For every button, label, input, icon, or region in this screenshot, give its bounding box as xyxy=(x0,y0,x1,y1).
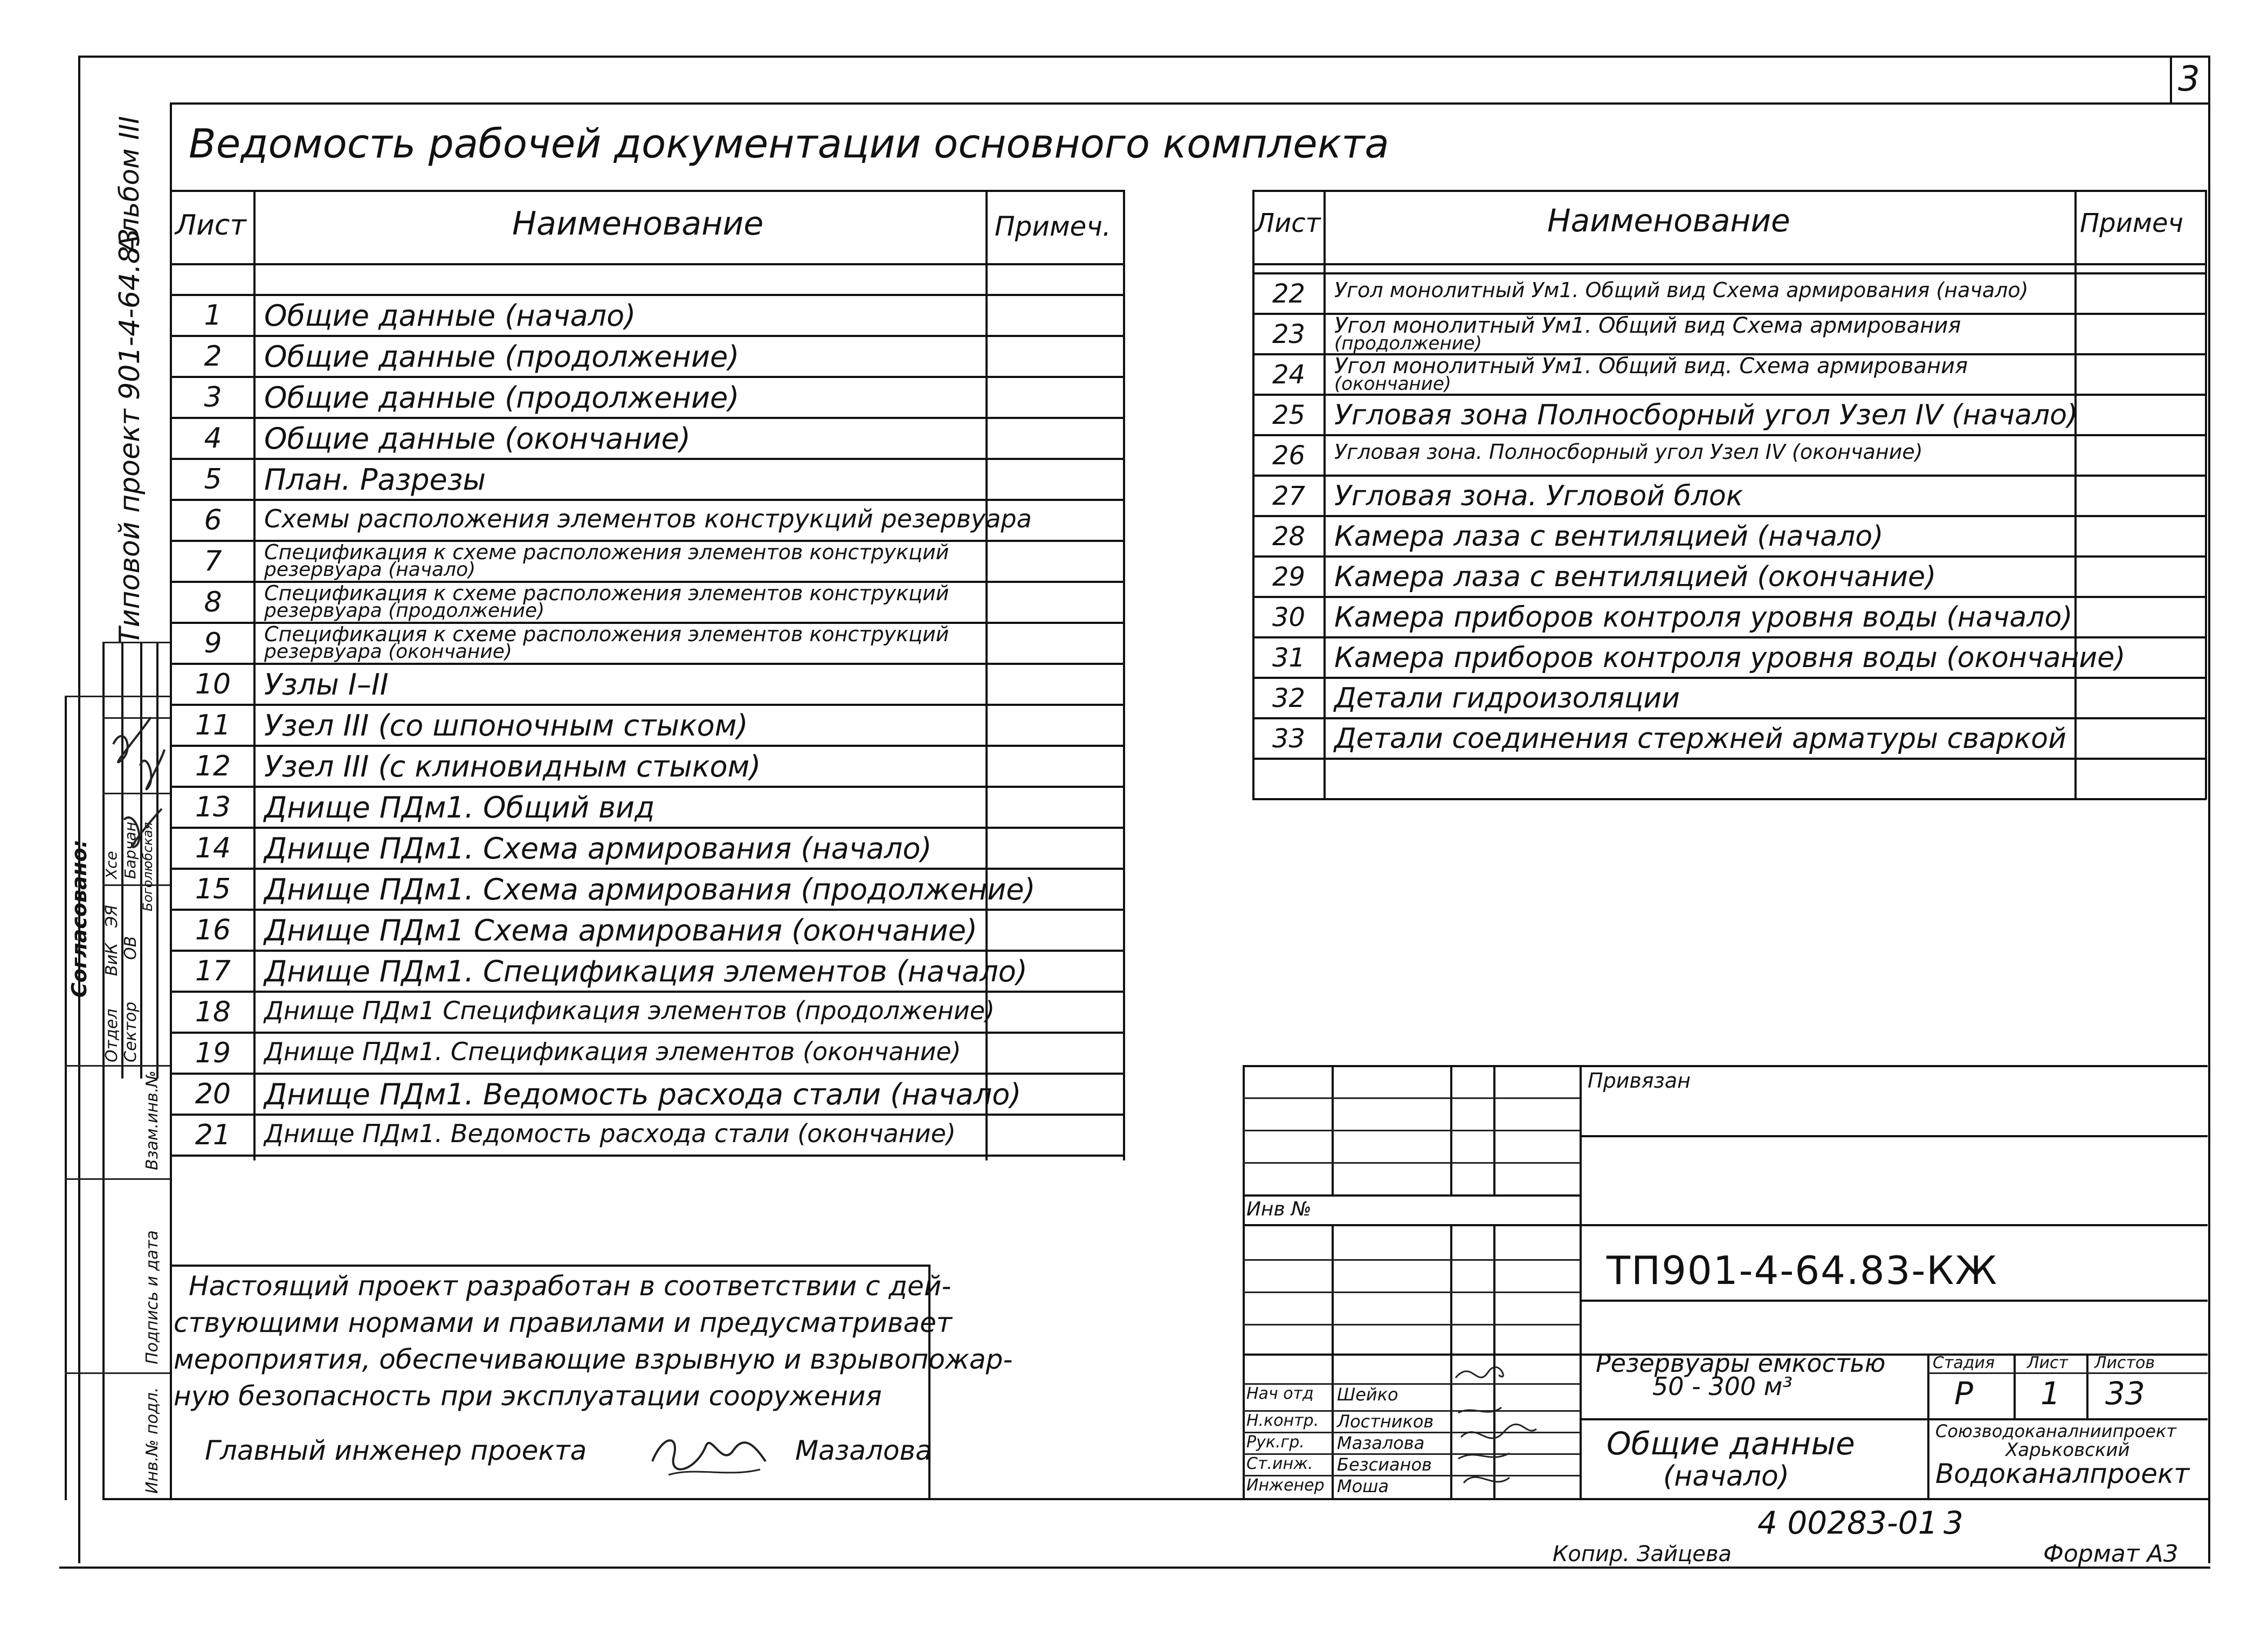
inner-frame-bottom xyxy=(102,1498,2209,1500)
tb-privyazan: Привязан xyxy=(1588,1069,1691,1093)
tb-object-line2: 50 - 300 м³ xyxy=(1652,1372,1793,1401)
staff-name: Безсианов xyxy=(1337,1454,1432,1475)
chief-engineer-signature xyxy=(647,1424,771,1483)
stamp-signatures xyxy=(102,701,170,884)
row-text: Узел III (со шпоночным стыком) xyxy=(264,709,748,743)
stamp-line xyxy=(102,884,170,886)
staff-signatures xyxy=(1450,1356,1580,1496)
table-row-line xyxy=(170,499,1124,501)
row-number: 28 xyxy=(1272,521,1306,552)
right-header-sheet: Лист xyxy=(1255,208,1321,238)
row-number: 22 xyxy=(1272,279,1306,309)
table-row-line xyxy=(170,827,1124,829)
row-text: Днище ПДм1. Ведомость расхода стали (окончание) xyxy=(264,1119,956,1148)
note-line-2: ствующими нормами и правилами и предусматривает xyxy=(174,1307,953,1338)
row-text-cont: (окончание) xyxy=(1334,373,1452,395)
tb-sheet-label: Лист xyxy=(2027,1354,2069,1372)
row-text: Детали соединения стержней арматуры сваркой xyxy=(1334,723,2066,755)
row-text-cont: резервуара (начало) xyxy=(264,559,476,581)
row-number: 3 xyxy=(204,381,222,414)
note-line-4: ную безопасность при эксплуатации сооружения xyxy=(174,1380,882,1412)
left-header-sheet: Лист xyxy=(175,209,246,242)
row-text: Узел III (с клиновидным стыком) xyxy=(264,750,761,784)
row-number: 18 xyxy=(195,996,231,1028)
row-number: 19 xyxy=(195,1037,231,1069)
tb-object-line1: Резервуары емкостью xyxy=(1596,1349,1886,1378)
row-text-cont: (продолжение) xyxy=(1334,333,1482,354)
tb-sheets-label: Листов xyxy=(2094,1354,2155,1372)
row-number: 2 xyxy=(204,340,222,373)
note-line-1: Настоящий проект разработан в соответствии с дей- xyxy=(189,1270,952,1302)
row-text: Детали гидроизоляции xyxy=(1334,682,1680,715)
row-number: 33 xyxy=(1272,724,1306,754)
table-row-line xyxy=(170,991,1124,993)
row-text: Днище ПДм1 Схема армирования (окончание) xyxy=(264,913,977,947)
stamp-bogolyubskaya: Боголюбская xyxy=(140,822,155,911)
row-number: 7 xyxy=(204,545,222,578)
row-number: 31 xyxy=(1272,643,1306,673)
bottom-doc-no: 4 00283-01 xyxy=(1757,1505,1938,1541)
row-text: Днище ПДм1. Схема армирования (начало) xyxy=(264,832,932,865)
row-text: Днище ПДм1. Спецификация элементов (окончание) xyxy=(264,1037,961,1066)
row-text: Схемы расположения элементов конструкций резервуара xyxy=(264,504,1032,533)
row-number: 4 xyxy=(204,422,222,455)
row-text: Угловая зона Полносборный угол Узел IV (начало) xyxy=(1334,399,2078,431)
frame-top xyxy=(78,56,2210,58)
stamp-vik: ВиК xyxy=(102,943,121,976)
table-row-line xyxy=(170,294,1124,296)
stamp-hse: Хсе xyxy=(102,851,120,879)
chief-engineer-label: Главный инженер проекта xyxy=(205,1435,587,1466)
tb-sheet-title-1: Общие данные xyxy=(1607,1425,1855,1462)
table-row-line xyxy=(170,950,1124,952)
row-text-cont: резервуара (продолжение) xyxy=(264,600,545,622)
row-text: Угол монолитный Ум1. Общий вид Схема армирования xyxy=(1334,313,1961,338)
row-number: 5 xyxy=(204,463,222,496)
inner-frame-left xyxy=(170,102,172,1499)
row-number: 24 xyxy=(1272,360,1306,390)
staff-role: Н.контр. xyxy=(1246,1411,1319,1430)
row-text: Камера лаза с вентиляцией (окончание) xyxy=(1334,561,1936,593)
table-row-line xyxy=(1252,272,2207,274)
staff-name: Мазалова xyxy=(1337,1433,1425,1453)
staff-name: Моша xyxy=(1337,1476,1389,1496)
staff-role: Инженер xyxy=(1246,1476,1325,1495)
staff-role: Нач отд xyxy=(1246,1384,1314,1403)
chief-engineer-name: Мазалова xyxy=(795,1435,932,1466)
stamp-line xyxy=(65,1372,170,1374)
row-text: Днище ПДм1 Спецификация элементов (продолжение) xyxy=(264,996,995,1025)
tb-org-3: Водоканалпроект xyxy=(1935,1458,2190,1489)
table-row-line xyxy=(170,335,1124,337)
main-title: Ведомость рабочей документации основного комплекта xyxy=(189,121,1389,167)
table-row-line xyxy=(170,1155,1124,1157)
staff-name: Шейко xyxy=(1337,1384,1398,1405)
stamp-barchan: Барчан xyxy=(121,821,139,879)
right-header-note: Примеч xyxy=(2080,208,2183,238)
staff-role: Ст.инж. xyxy=(1246,1454,1313,1473)
row-number: 8 xyxy=(204,586,222,619)
tb-sheets: 33 xyxy=(2105,1375,2145,1412)
page-number-box-left xyxy=(2170,56,2172,102)
table-row-line xyxy=(170,417,1124,419)
row-number: 6 xyxy=(204,504,222,537)
row-text: Камера лаза с вентиляцией (начало) xyxy=(1334,520,1884,553)
stamp-vzam: Взам.инв.№ xyxy=(143,1070,162,1170)
tb-code: ТП901-4-64.83-КЖ xyxy=(1607,1248,1998,1293)
stamp-otdel: Отдел xyxy=(102,1008,121,1062)
row-text: Угловая зона. Полносборный угол Узел IV (окончание) xyxy=(1334,440,1923,464)
stamp-podpis: Подпись и дата xyxy=(143,1230,162,1364)
row-text: Спецификация к схеме расположения элементов конструкций xyxy=(264,540,949,564)
row-number: 12 xyxy=(195,750,231,782)
table-row-line xyxy=(170,786,1124,788)
stamp-sektor: Сектор xyxy=(121,1001,140,1062)
frame-bottom xyxy=(59,1567,2210,1569)
stamp-line xyxy=(65,696,170,697)
stamp-line xyxy=(65,1178,170,1180)
row-text: Угловая зона. Угловой блок xyxy=(1334,480,1743,512)
note-line-3: мероприятия, обеспечивающие взрывную и взрывопожар- xyxy=(174,1344,1013,1375)
row-text: Угол монолитный Ум1. Общий вид Схема армирования (начало) xyxy=(1334,278,2029,302)
bottom-copied: Копир. Зайцева xyxy=(1553,1542,1732,1567)
row-number: 27 xyxy=(1272,481,1306,511)
row-text: Угол монолитный Ум1. Общий вид. Схема армирования xyxy=(1334,354,1968,379)
row-text: Узлы I–II xyxy=(264,668,389,702)
row-text: Спецификация к схеме расположения элементов конструкций xyxy=(264,622,949,646)
row-number: 13 xyxy=(195,791,231,823)
row-text: Днище ПДм1. Ведомость расхода стали (начало) xyxy=(264,1077,1022,1111)
row-text: Днище ПДм1. Спецификация элементов (начало) xyxy=(264,954,1028,988)
row-number: 11 xyxy=(195,709,231,741)
table-row-line xyxy=(1252,758,2207,760)
table-row-line xyxy=(1252,677,2207,679)
row-number: 29 xyxy=(1272,562,1306,592)
row-text: Днище ПДм1. Общий вид xyxy=(264,791,655,825)
row-text: План. Разрезы xyxy=(264,463,486,497)
row-number: 9 xyxy=(204,627,222,660)
tb-stage: Р xyxy=(1954,1375,1973,1412)
row-number: 15 xyxy=(195,873,231,905)
stamp-line xyxy=(65,1065,170,1067)
staff-name: Лостников xyxy=(1337,1411,1434,1432)
left-header-note: Примеч. xyxy=(995,211,1111,242)
row-text: Общие данные (продолжение) xyxy=(264,381,740,415)
staff-role: Рук.гр. xyxy=(1246,1433,1305,1452)
tb-sheet: 1 xyxy=(2040,1375,2060,1412)
row-text-cont: резервуара (окончание) xyxy=(264,641,512,663)
left-header-name: Наименование xyxy=(512,205,764,243)
stamp-line xyxy=(102,642,170,643)
tb-inv-no: Инв № xyxy=(1246,1198,1312,1220)
row-number: 1 xyxy=(204,299,222,332)
stamp-ov: ОВ xyxy=(121,936,140,960)
row-number: 20 xyxy=(195,1078,231,1110)
table-row-line xyxy=(1252,434,2207,436)
row-number: 30 xyxy=(1272,602,1306,633)
row-number: 26 xyxy=(1272,441,1306,471)
table-row-line xyxy=(170,1032,1124,1034)
row-text: Камера приборов контроля уровня воды (окончание) xyxy=(1334,642,2126,674)
table-row-line xyxy=(170,868,1124,870)
table-row-line xyxy=(1252,636,2207,638)
right-table-bottom xyxy=(1252,798,2207,800)
table-row-line xyxy=(170,704,1124,706)
row-number: 21 xyxy=(195,1119,231,1151)
row-number: 14 xyxy=(195,832,231,864)
row-text: Спецификация к схеме расположения элементов конструкций xyxy=(264,581,949,605)
stamp-soglasovano: Согласовано: xyxy=(67,839,91,998)
tb-org-1: Союзводоканалниипроект xyxy=(1935,1421,2176,1441)
tb-stage-label: Стадия xyxy=(1933,1354,1995,1372)
row-number: 16 xyxy=(195,914,231,946)
table-row-line xyxy=(170,663,1124,665)
note-box-top xyxy=(170,1265,930,1267)
table-row-line xyxy=(1252,555,2207,558)
table-row-line xyxy=(170,458,1124,460)
stamp-eya: ЭЯ xyxy=(102,905,121,928)
page-number: 3 xyxy=(2178,59,2200,99)
table-row-line xyxy=(170,1114,1124,1116)
row-number: 25 xyxy=(1272,400,1306,430)
album-label: Альбом III xyxy=(114,116,145,253)
row-text: Общие данные (продолжение) xyxy=(264,340,740,374)
tb-sheet-title-2: (начало) xyxy=(1663,1460,1790,1493)
row-text: Камера приборов контроля уровня воды (начало) xyxy=(1334,601,2073,634)
table-row-line xyxy=(170,376,1124,378)
table-row-line xyxy=(1252,515,2207,517)
row-text: Общие данные (окончание) xyxy=(264,422,691,456)
row-text: Общие данные (начало) xyxy=(264,299,636,333)
tb-org-2: Харьковский xyxy=(2005,1439,2130,1461)
stamp-line xyxy=(65,696,67,1500)
frame-left xyxy=(78,56,80,1563)
frame-right xyxy=(2208,56,2210,1563)
bottom-format: Формат А3 xyxy=(2043,1540,2179,1568)
row-number: 10 xyxy=(195,668,231,700)
project-side-label: Типовой проект 901-4-64.83 xyxy=(114,228,146,644)
stamp-inv-podl: Инв.№ подл. xyxy=(143,1387,162,1494)
row-number: 32 xyxy=(1272,683,1306,713)
table-row-line xyxy=(1252,717,2207,719)
table-row-line xyxy=(1252,596,2207,598)
row-text: Днище ПДм1. Схема армирования (продолжение) xyxy=(264,873,1036,906)
bottom-page: 3 xyxy=(1943,1505,1963,1541)
row-number: 23 xyxy=(1272,319,1306,349)
table-row-line xyxy=(170,909,1124,911)
table-row-line xyxy=(170,1073,1124,1075)
row-number: 17 xyxy=(195,955,231,987)
right-header-name: Наименование xyxy=(1547,202,1790,239)
table-row-line xyxy=(170,745,1124,747)
inner-frame-top xyxy=(170,102,2209,105)
table-row-line xyxy=(1252,475,2207,477)
